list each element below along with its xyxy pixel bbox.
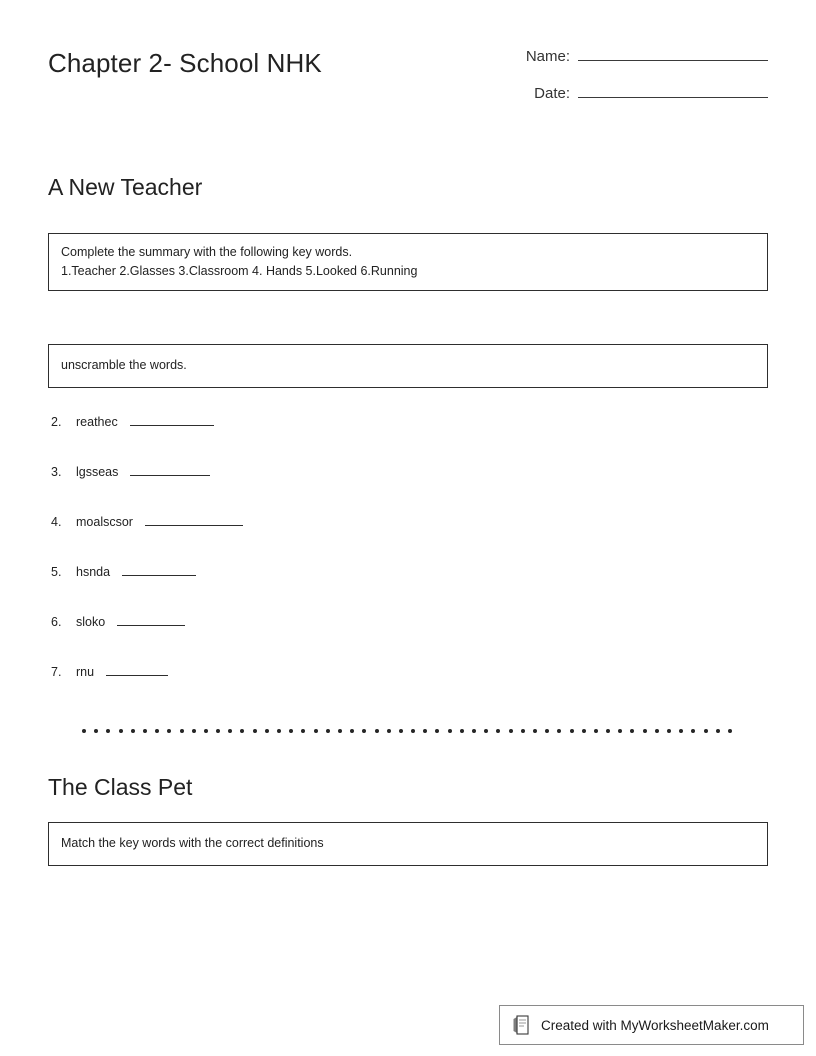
divider-dot bbox=[509, 729, 513, 733]
date-label: Date: bbox=[534, 85, 570, 102]
divider-dot bbox=[557, 729, 561, 733]
divider-dot bbox=[143, 729, 147, 733]
dotted-divider bbox=[82, 724, 768, 738]
divider-dot bbox=[484, 729, 488, 733]
list-item bbox=[48, 512, 768, 562]
divider-dot bbox=[314, 729, 318, 733]
list-item bbox=[48, 562, 768, 612]
list-item-word: sloko bbox=[76, 614, 106, 629]
answer-blank[interactable] bbox=[106, 662, 168, 676]
list-item bbox=[48, 412, 768, 462]
divider-dot bbox=[350, 729, 354, 733]
divider-dot bbox=[326, 729, 330, 733]
unscramble-word-list bbox=[48, 412, 768, 712]
page-title: Chapter 2- School NHK bbox=[48, 48, 322, 78]
divider-dot bbox=[618, 729, 622, 733]
date-field-row bbox=[498, 81, 768, 102]
divider-dot bbox=[704, 729, 708, 733]
divider-dot bbox=[691, 729, 695, 733]
divider-dot bbox=[521, 729, 525, 733]
name-field-row bbox=[498, 44, 768, 65]
section-heading-the-class-pet: The Class Pet bbox=[48, 773, 193, 800]
section-heading-a-new-teacher: A New Teacher bbox=[48, 174, 203, 200]
list-item-word: reathec bbox=[76, 414, 118, 429]
divider-dot bbox=[362, 729, 366, 733]
divider-dot bbox=[106, 729, 110, 733]
divider-dot bbox=[131, 729, 135, 733]
divider-dot bbox=[228, 729, 232, 733]
divider-dot bbox=[606, 729, 610, 733]
divider-dot bbox=[472, 729, 476, 733]
instruction-box-match bbox=[48, 822, 768, 865]
divider-dot bbox=[460, 729, 464, 733]
list-item bbox=[48, 662, 768, 712]
answer-blank[interactable] bbox=[130, 462, 210, 476]
list-item-number: 2. bbox=[51, 414, 62, 429]
instruction-box-summary bbox=[48, 233, 768, 292]
divider-dot bbox=[167, 729, 171, 733]
list-item-number: 4. bbox=[51, 514, 62, 529]
divider-dot bbox=[277, 729, 281, 733]
divider-dot bbox=[338, 729, 342, 733]
divider-dot bbox=[387, 729, 391, 733]
divider-dot bbox=[375, 729, 379, 733]
divider-dot bbox=[643, 729, 647, 733]
answer-blank[interactable] bbox=[130, 412, 214, 426]
badge-label: Created with MyWorksheetMaker.com bbox=[541, 1017, 769, 1033]
divider-dot bbox=[289, 729, 293, 733]
divider-dot bbox=[399, 729, 403, 733]
list-item-number: 7. bbox=[51, 664, 62, 679]
made-with-badge[interactable] bbox=[499, 1005, 804, 1045]
divider-dot bbox=[82, 729, 86, 733]
book-icon bbox=[513, 1015, 531, 1035]
student-meta-block bbox=[498, 44, 768, 118]
list-item bbox=[48, 462, 768, 512]
divider-dot bbox=[301, 729, 305, 733]
unscramble-instruction-text: unscramble the words. bbox=[61, 358, 187, 373]
worksheet-header bbox=[48, 0, 768, 118]
divider-dot bbox=[155, 729, 159, 733]
divider-dot bbox=[594, 729, 598, 733]
instruction-line-1: Complete the summary with the following key words. bbox=[61, 244, 353, 259]
divider-dot bbox=[423, 729, 427, 733]
divider-dot bbox=[716, 729, 720, 733]
list-item-word: moalscsor bbox=[76, 514, 133, 529]
divider-dot bbox=[533, 729, 537, 733]
list-item-word: hsnda bbox=[76, 564, 111, 579]
name-input-line[interactable] bbox=[578, 44, 768, 61]
divider-dot bbox=[728, 729, 732, 733]
divider-dot bbox=[582, 729, 586, 733]
divider-dot bbox=[240, 729, 244, 733]
list-item-number: 3. bbox=[51, 464, 62, 479]
divider-dot bbox=[192, 729, 196, 733]
list-item-word: lgsseas bbox=[76, 464, 119, 479]
divider-dot bbox=[180, 729, 184, 733]
divider-dot bbox=[265, 729, 269, 733]
name-label: Name: bbox=[525, 48, 570, 65]
divider-dot bbox=[435, 729, 439, 733]
divider-dot bbox=[253, 729, 257, 733]
divider-dot bbox=[448, 729, 452, 733]
answer-blank[interactable] bbox=[117, 612, 185, 626]
answer-blank[interactable] bbox=[145, 512, 243, 526]
list-item-number: 5. bbox=[51, 564, 62, 579]
divider-dot bbox=[204, 729, 208, 733]
instruction-box-unscramble bbox=[48, 344, 768, 387]
divider-dot bbox=[411, 729, 415, 733]
list-item-word: rnu bbox=[76, 664, 95, 679]
divider-dot bbox=[94, 729, 98, 733]
divider-dot bbox=[679, 729, 683, 733]
divider-dot bbox=[119, 729, 123, 733]
divider-dot bbox=[630, 729, 634, 733]
divider-dot bbox=[667, 729, 671, 733]
list-item bbox=[48, 612, 768, 662]
list-item-number: 6. bbox=[51, 614, 62, 629]
answer-blank[interactable] bbox=[122, 562, 196, 576]
divider-dot bbox=[216, 729, 220, 733]
date-input-line[interactable] bbox=[578, 81, 768, 98]
match-instruction-text: Match the key words with the correct definitions bbox=[61, 836, 324, 851]
instruction-line-2: 1.Teacher 2.Glasses 3.Classroom 4. Hands 5.Looked 6.Running bbox=[61, 263, 418, 278]
divider-dot bbox=[496, 729, 500, 733]
divider-dot bbox=[570, 729, 574, 733]
divider-dot bbox=[545, 729, 549, 733]
divider-dot bbox=[655, 729, 659, 733]
